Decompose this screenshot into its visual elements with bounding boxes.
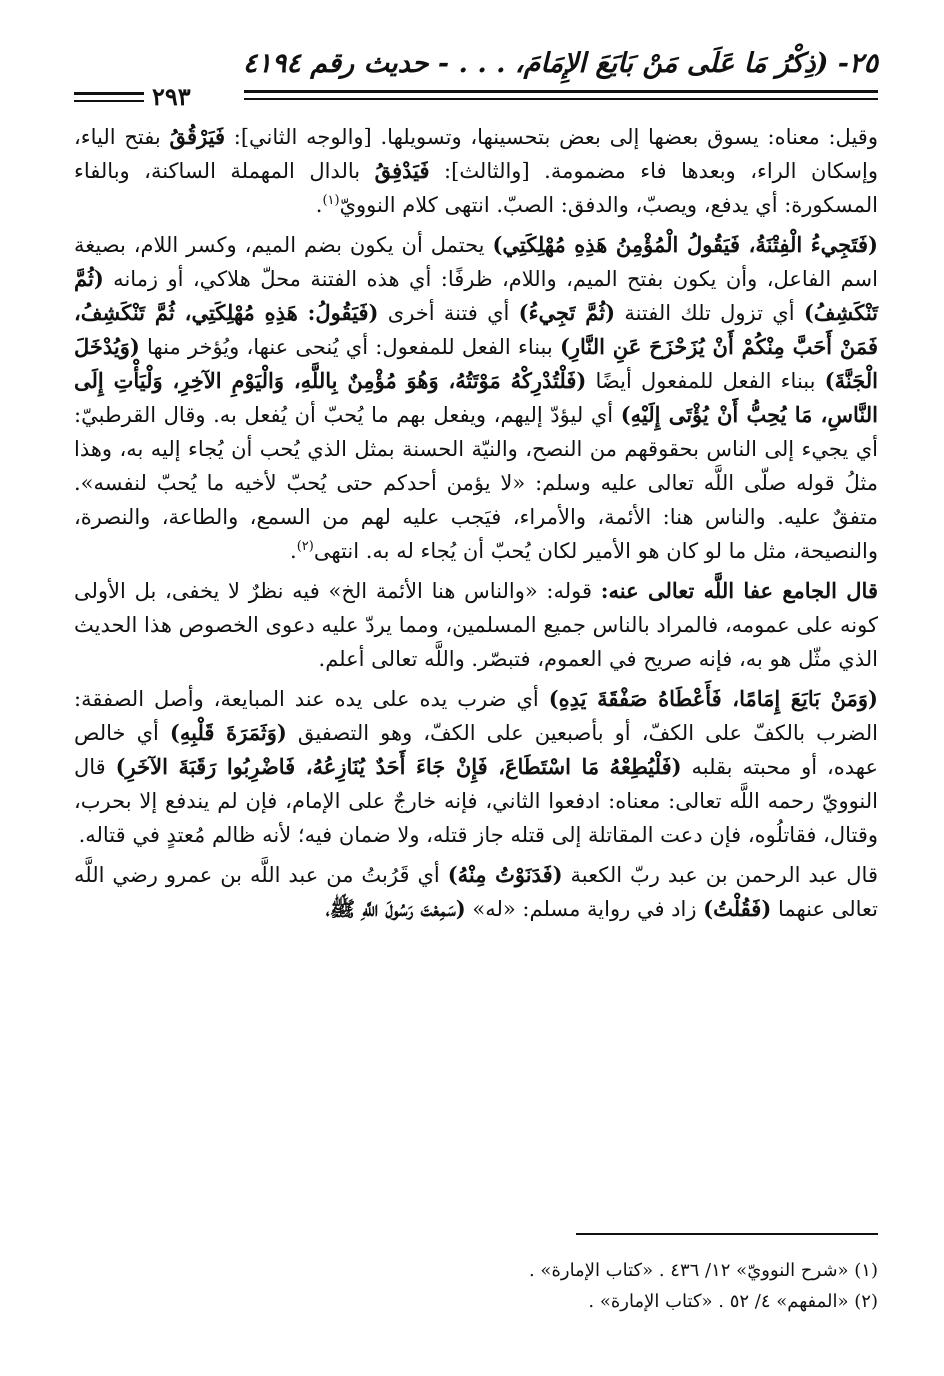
paragraph xyxy=(74,228,878,568)
quoted-hadith-text: (وَيُدْخَلَ الْجَنَّةَ) xyxy=(74,334,878,393)
quoted-hadith-text: قال الجامع عفا اللَّه تعالى عنه: xyxy=(600,578,878,603)
commentary-text: أي تزول تلك الفتنة xyxy=(615,301,804,325)
commentary-text: . xyxy=(290,539,297,563)
commentary-text: أي فتنة أخرى xyxy=(378,301,519,325)
commentary-text: أي ليؤدّ إليهم، ويفعل بهم ما يُحبّ أن يُفعل به. وقال القرطبيّ: أي يجيء إلى الناس بحقوقهم من النصح، والنيّة الحسنة بمثل الذي يُحب أن يُجاء إليه به، وهذا مثلُ قوله صلّى اللَّه تعالى عليه وسلم: «لا يؤمن أحدكم حتى يُحبّ لأخيه ما يُحبّ لنفسه». متفقٌ عليه. والناس هنا: الأئمة، والأمراء، فيَجب عليه لهم من السمع، والطاعة، والنصرة، والنصيحة، مثل ما لو كان هو الأمير لكان يُحبّ أن يُجاء له به. انتهى xyxy=(74,403,878,563)
commentary-text: زاد في رواية مسلم: «له» xyxy=(465,897,704,921)
body-text xyxy=(74,120,878,926)
quoted-hadith-text: (فَيَقُولُ: هَذِهِ مُهْلِكَتِي، ثُمَّ تَنْكَشِفُ، فَمَنْ أَحَبَّ مِنْكُمْ أَنْ يُزَحْزَحَ عَنِ النَّارِ) xyxy=(74,300,878,359)
commentary-text: . xyxy=(315,193,323,217)
quoted-hadith-text: (سَمِعْتَ رَسُولَ اللَّهِ ﷺ، xyxy=(325,896,466,921)
header-rule-left-double xyxy=(74,100,144,102)
header-rule xyxy=(244,90,878,93)
quoted-hadith-text: (وَثَمَرَةَ قَلْبِهِ) xyxy=(169,720,287,745)
footnote-1: (١) «شرح النوويّ» ١٢/ ٤٣٦ . «كتاب الإمارة» . xyxy=(528,1260,878,1281)
paragraph xyxy=(74,858,878,926)
quoted-hadith-text: (فَلْتُدْرِكْهُ مَوْتَتُهُ، وَهُوَ مُؤْمِنٌ بِاللَّهِ، وَالْيَوْمِ الآخِرِ، وَلْيَأْتِ إِلَى النَّاسِ، مَا يُحِبُّ أَنْ يُؤْتَى إِلَيْهِ) xyxy=(74,368,879,427)
quoted-hadith-text: (فَلْيُطِعْهُ مَا اسْتَطَاعَ، فَإِنْ جَاءَ أَحَدٌ يُنَازِعُهُ، فَاضْرِبُوا رَقَبَةَ الآخَرِ) xyxy=(115,754,682,779)
quoted-hadith-text: (فَتَجِيءُ الْفِتْنَةُ، فَيَقُولُ الْمُؤْمِنُ هَذِهِ مُهْلِكَتِي) xyxy=(492,232,878,257)
page-header xyxy=(74,48,878,111)
footnote-marker: (١) xyxy=(322,193,340,208)
quoted-hadith-text: فَيَدْفِقُ xyxy=(374,158,430,183)
commentary-text: أي خالص عهده، أو محبته بقلبه xyxy=(74,721,878,779)
quoted-hadith-text: فَيَرْقُقُ xyxy=(169,124,225,149)
quoted-hadith-text: (وَمَنْ بَايَعَ إِمَامًا، فَأَعْطَاهُ صَفْقَةَ يَدِهِ) xyxy=(548,686,878,711)
paragraph xyxy=(74,682,878,852)
header-rule-left xyxy=(74,92,144,95)
paragraph xyxy=(74,120,878,222)
chapter-title: ٢٥- (ذِكْرُ مَا عَلَى مَنْ بَايَعَ الإِمَامَ، . . . - حديث رقم ٤١٩٤ xyxy=(242,48,878,79)
commentary-text: أي ضرب يده على يده عند المبايعة، وأصل الصفقة: الضرب بالكفّ على الكفّ، أو بأصبعين على الكفّ، وهو التصفيق xyxy=(74,687,878,745)
quoted-hadith-text: (ثُمَّ تَنْكَشِفُ) xyxy=(74,266,878,325)
header-rule-double xyxy=(244,98,878,100)
footnotes xyxy=(74,1255,878,1317)
commentary-text: يحتمل أن يكون بضم الميم، وكسر اللام، بصيغة اسم الفاعل، وأن يكون بفتح الميم، واللام، ظرفًا: أي هذه الفتنة محلّ هلاكي، أو زمانه xyxy=(74,233,878,291)
quoted-hadith-text: (ثُمَّ تَجِيءُ) xyxy=(518,300,616,325)
page-number: ٢٩٣ xyxy=(152,82,191,111)
commentary-text: قوله: «والناس هنا الأئمة الخ» فيه نظرٌ لا يخفى، بل الأولى كونه على عمومه، فالمراد بالناس جميع المسلمين، ومما يردّ عليه دعوى الخصوص هذا الحديث الذي مثّل هو به، فإنه صريح في العموم، فتبصّر. واللَّه تعالى أعلم. xyxy=(74,579,878,671)
commentary-text: ببناء الفعل للمفعول: أي يُنحى عنها، ويُؤخر منها xyxy=(139,335,560,359)
footnote-separator xyxy=(576,1233,878,1235)
commentary-text: ببناء الفعل للمفعول أيضًا xyxy=(586,369,825,393)
commentary-text: قال النوويّ رحمه اللَّه تعالى: معناه: ادفعوا الثاني، فإنه خارجٌ على الإمام، فإن لم يندفع إلا بحرب، وقتال، فقاتلُوه، فإن دعت المقاتلة إلى قتله جاز قتله، ولا ضمان فيه؛ لأنه ظالم مُعتدٍ في قتاله. xyxy=(74,755,878,847)
commentary-text: وقيل: معناه: يسوق بعضها إلى بعض بتحسينها، وتسويلها. [والوجه الثاني]: xyxy=(225,125,878,149)
commentary-text: بفتح الياء، وإسكان الراء، وبعدها فاء مضمومة. [والثالث]: xyxy=(74,125,878,183)
quoted-hadith-text: (فَقُلْتُ) xyxy=(703,896,772,921)
paragraph xyxy=(74,574,878,676)
commentary-text: أي قَرُبتُ من عبد اللَّه بن عمرو رضي اللَّه تعالى عنهما xyxy=(74,863,878,921)
commentary-text: بالدال المهملة الساكنة، وبالفاء المسكورة: أي يدفع، ويصبّ، والدفق: الصبّ. انتهى كلام النوويّ xyxy=(74,159,878,217)
footnote-2: (٢) «المفهم» ٤/ ٥٢ . «كتاب الإمارة» . xyxy=(588,1291,878,1312)
quoted-hadith-text: (فَدَنَوْتُ مِنْهُ) xyxy=(447,862,563,887)
footnote-marker: (٢) xyxy=(296,539,314,554)
commentary-text: قال عبد الرحمن بن عبد ربّ الكعبة xyxy=(562,863,878,887)
